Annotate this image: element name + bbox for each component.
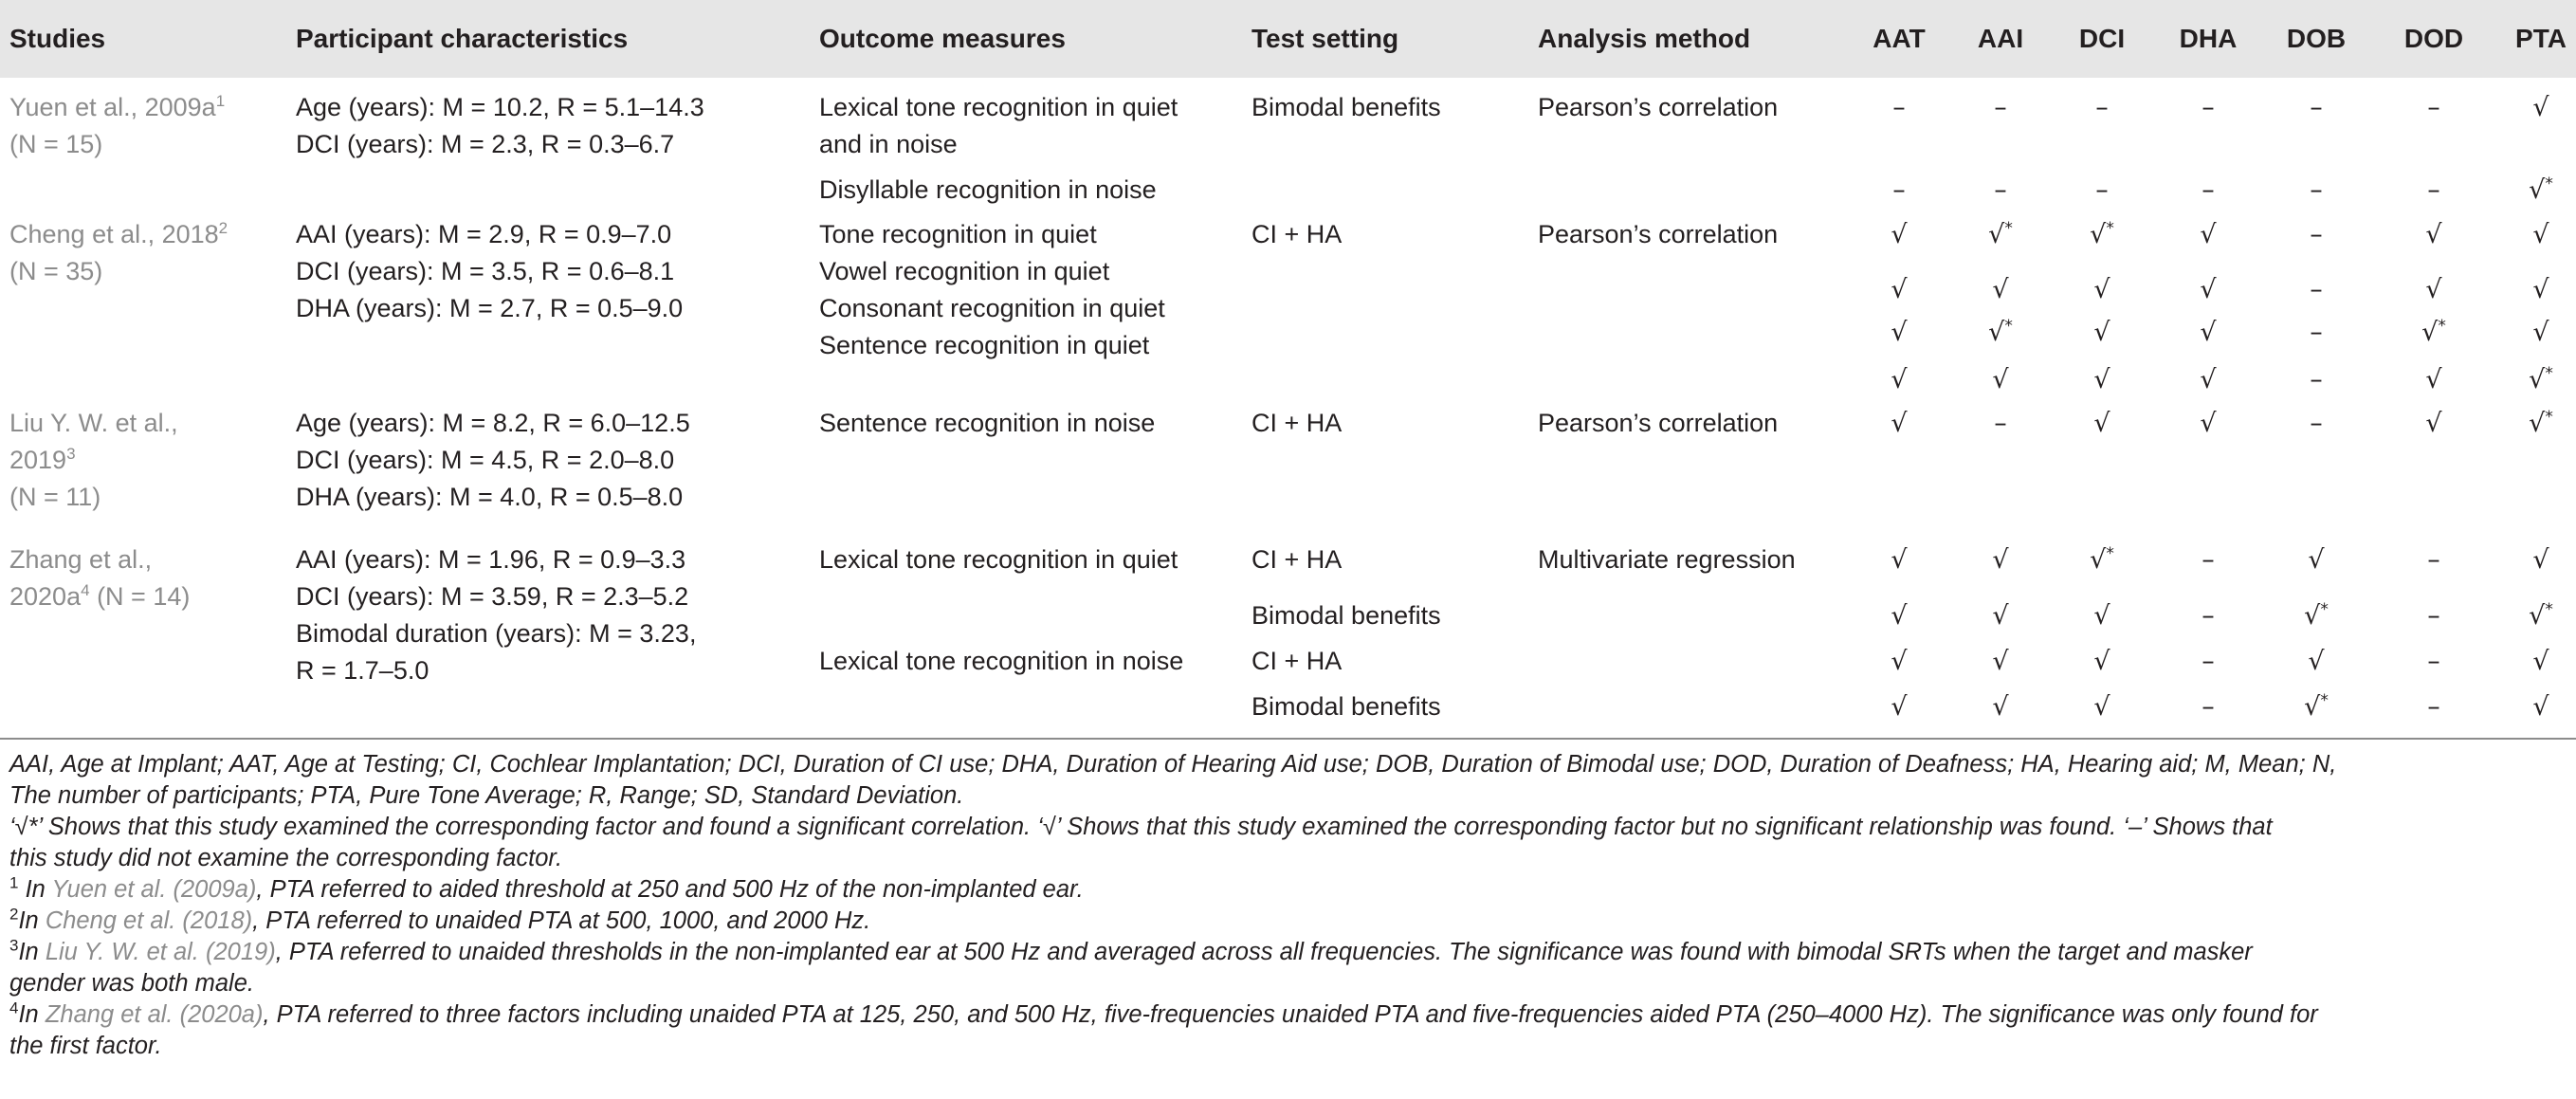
mark-dha-row-11: – bbox=[2201, 692, 2215, 722]
outcome-1b: and in noise bbox=[819, 130, 958, 158]
chars-liu-2: DCI (years): M = 4.5, R = 2.0–8.0 bbox=[296, 446, 675, 474]
chars-cheng-3: DHA (years): M = 2.7, R = 0.5–9.0 bbox=[296, 294, 684, 322]
chars-liu-1: Age (years): M = 8.2, R = 6.0–12.5 bbox=[296, 409, 690, 437]
mark-dha-row-3: √ bbox=[2200, 220, 2217, 249]
footnote-abbrev-1: AAI, Age at Implant; AAT, Age at Testing; CI, Cochlear Implantation; DCI, Duration of CI use; DHA, Duration of Hearing Aid use; DOB, Duration of Bimodal use; DOD, Duration of Deafness; HA, Hearing aid; M, Mean; N, bbox=[9, 751, 2337, 778]
mark-dci-row-1: – bbox=[2095, 93, 2109, 122]
footnote-abbrev-2: The number of participants; PTA, Pure Tone Average; R, Range; SD, Standard Deviation. bbox=[9, 782, 964, 809]
mark-dha-row-2: – bbox=[2201, 175, 2215, 205]
header-pta: PTA bbox=[2515, 24, 2567, 53]
mark-pta-row-6: √* bbox=[2529, 364, 2553, 394]
method-1: Pearson’s correlation bbox=[1538, 93, 1779, 121]
mark-aat-row-11: √ bbox=[1891, 692, 1908, 722]
mark-dod-row-1: – bbox=[2427, 93, 2440, 122]
mark-aat-row-8: √ bbox=[1891, 545, 1908, 575]
mark-dob-row-3: – bbox=[2310, 220, 2323, 249]
mark-dci-row-7: √ bbox=[2093, 409, 2110, 438]
header-dod: DOD bbox=[2403, 24, 2464, 53]
table-bottom-rule bbox=[0, 738, 2576, 740]
mark-pta-row-3: √ bbox=[2532, 220, 2549, 249]
mark-aat-row-5: √ bbox=[1891, 318, 1908, 347]
header-participant-characteristics: Participant characteristics bbox=[296, 24, 629, 53]
mark-pta-row-5: √ bbox=[2532, 318, 2549, 347]
mark-aat-row-4: √ bbox=[1891, 275, 1908, 304]
chars-yuen-1: Age (years): M = 10.2, R = 5.1–14.3 bbox=[296, 93, 704, 121]
mark-aat-row-1: – bbox=[1892, 93, 1906, 122]
mark-pta-row-2: √* bbox=[2529, 174, 2553, 205]
mark-pta-row-9: √* bbox=[2529, 600, 2553, 631]
mark-aai-row-5: √* bbox=[1988, 317, 2013, 347]
header-test-setting: Test setting bbox=[1251, 24, 1399, 53]
outcome-1: Lexical tone recognition in quiet bbox=[819, 93, 1178, 121]
footnote-4: $^4$In Zhang et al. (2020a), PTA referred to three factors including unaided PTA at 125, 250, and 500 Hz, five-frequencies unaided PTA and five-frequencies aided PTA (250–4000 Hz). The significance was only found for bbox=[9, 998, 2318, 1028]
mark-dha-row-5: √ bbox=[2200, 318, 2217, 347]
setting-2: CI + HA bbox=[1251, 220, 1343, 248]
mark-dha-row-8: – bbox=[2201, 545, 2215, 575]
mark-aai-row-3: √* bbox=[1988, 219, 2013, 249]
mark-aai-row-6: √ bbox=[1992, 365, 2009, 394]
mark-dob-row-6: – bbox=[2310, 365, 2323, 394]
setting-4: CI + HA bbox=[1251, 545, 1343, 574]
setting-3: CI + HA bbox=[1251, 409, 1343, 437]
study-yuen-n: (N = 15) bbox=[9, 130, 103, 158]
mark-dod-row-8: – bbox=[2427, 545, 2440, 575]
mark-dob-row-2: – bbox=[2310, 175, 2323, 205]
method-4: Multivariate regression bbox=[1538, 545, 1796, 574]
chars-cheng-1: AAI (years): M = 2.9, R = 0.9–7.0 bbox=[296, 220, 672, 248]
mark-aat-row-6: √ bbox=[1891, 365, 1908, 394]
footnote-3: $^3$In Liu Y. W. et al. (2019), PTA referred to unaided thresholds in the non-implanted ear at 500 Hz and averaged across all frequencies. The significance was found with bimodal SRTs when the target and masker bbox=[9, 936, 2253, 965]
mark-aai-row-9: √ bbox=[1992, 601, 2009, 631]
footnote-2: $^2$In Cheng et al. (2018), PTA referred to unaided PTA at 500, 1000, and 2000 Hz. bbox=[9, 905, 871, 934]
study-cheng: Cheng et al., 2018$^2$ bbox=[9, 219, 228, 248]
header-outcome-measures: Outcome measures bbox=[819, 24, 1066, 53]
chars-liu-3: DHA (years): M = 4.0, R = 0.5–8.0 bbox=[296, 483, 684, 511]
mark-pta-row-10: √ bbox=[2532, 647, 2549, 676]
mark-dob-row-8: √ bbox=[2308, 545, 2325, 575]
mark-dod-row-2: – bbox=[2427, 175, 2440, 205]
method-2: Pearson’s correlation bbox=[1538, 220, 1779, 248]
chars-zhang-3: Bimodal duration (years): M = 3.23, bbox=[296, 619, 697, 648]
mark-aat-row-3: √ bbox=[1891, 220, 1908, 249]
footnote-legend-2: this study did not examine the corresponding factor. bbox=[9, 845, 563, 871]
outcome-9: Lexical tone recognition in noise bbox=[819, 647, 1184, 675]
outcome-5: Consonant recognition in quiet bbox=[819, 294, 1165, 322]
mark-aat-row-9: √ bbox=[1891, 601, 1908, 631]
outcome-3: Tone recognition in quiet bbox=[819, 220, 1097, 248]
mark-pta-row-11: √ bbox=[2532, 692, 2549, 722]
header-analysis-method: Analysis method bbox=[1538, 24, 1751, 53]
mark-dci-row-10: √ bbox=[2093, 647, 2110, 676]
setting-7: Bimodal benefits bbox=[1251, 692, 1441, 721]
mark-dod-row-5: √* bbox=[2421, 317, 2446, 347]
outcome-2: Disyllable recognition in noise bbox=[819, 175, 1157, 204]
mark-aai-row-2: – bbox=[1994, 175, 2007, 205]
header-dci: DCI bbox=[2078, 24, 2126, 53]
study-zhang: Zhang et al., bbox=[9, 545, 153, 574]
mark-pta-row-8: √ bbox=[2532, 545, 2549, 575]
mark-dod-row-3: √ bbox=[2425, 220, 2442, 249]
mark-dod-row-11: – bbox=[2427, 692, 2440, 722]
mark-aai-row-4: √ bbox=[1992, 275, 2009, 304]
mark-dod-row-9: – bbox=[2427, 601, 2440, 631]
mark-aai-row-10: √ bbox=[1992, 647, 2009, 676]
mark-dod-row-10: – bbox=[2427, 647, 2440, 676]
mark-dob-row-7: – bbox=[2310, 409, 2323, 438]
mark-aai-row-7: – bbox=[1994, 409, 2007, 438]
study-liu-n: (N = 11) bbox=[9, 483, 101, 511]
method-3: Pearson’s correlation bbox=[1538, 409, 1779, 437]
mark-aai-row-8: √ bbox=[1992, 545, 2009, 575]
mark-dha-row-4: √ bbox=[2200, 275, 2217, 304]
outcome-7: Sentence recognition in noise bbox=[819, 409, 1156, 437]
mark-aat-row-7: √ bbox=[1891, 409, 1908, 438]
mark-dha-row-1: – bbox=[2201, 93, 2215, 122]
mark-dci-row-4: √ bbox=[2093, 275, 2110, 304]
outcome-8: Lexical tone recognition in quiet bbox=[819, 545, 1178, 574]
mark-dci-row-3: √* bbox=[2090, 219, 2114, 249]
mark-pta-row-4: √ bbox=[2532, 275, 2549, 304]
mark-dha-row-7: √ bbox=[2200, 409, 2217, 438]
header-dob: DOB bbox=[2286, 24, 2347, 53]
mark-dci-row-2: – bbox=[2095, 175, 2109, 205]
mark-dob-row-10: √ bbox=[2308, 647, 2325, 676]
footnote-3-line2: gender was both male. bbox=[9, 970, 254, 997]
mark-dob-row-11: √* bbox=[2304, 691, 2329, 722]
mark-aat-row-2: – bbox=[1892, 175, 1906, 205]
mark-dha-row-10: – bbox=[2201, 647, 2215, 676]
study-liu: Liu Y. W. et al., bbox=[9, 409, 178, 437]
mark-dod-row-6: √ bbox=[2425, 365, 2442, 394]
setting-5: Bimodal benefits bbox=[1251, 601, 1441, 630]
mark-dci-row-6: √ bbox=[2093, 365, 2110, 394]
mark-aai-row-11: √ bbox=[1992, 692, 2009, 722]
mark-dob-row-9: √* bbox=[2304, 600, 2329, 631]
chars-cheng-2: DCI (years): M = 3.5, R = 0.6–8.1 bbox=[296, 257, 675, 285]
header-dha: DHA bbox=[2179, 24, 2238, 53]
header-studies: Studies bbox=[9, 24, 106, 53]
header-aai: AAI bbox=[1977, 24, 2024, 53]
chars-zhang-1: AAI (years): M = 1.96, R = 0.9–3.3 bbox=[296, 545, 686, 574]
mark-dha-row-9: – bbox=[2201, 601, 2215, 631]
study-cheng-n: (N = 35) bbox=[9, 257, 103, 285]
setting-1: Bimodal benefits bbox=[1251, 93, 1441, 121]
footnote-4-line2: the first factor. bbox=[9, 1033, 162, 1059]
footnote-legend-1: ‘√*’ Shows that this study examined the corresponding factor and found a significant correlation. ‘√’ Shows that this study examined the corresponding factor but no significant relationship was found. ‘–’ Shows that bbox=[9, 814, 2273, 840]
footnote-1: $^1$ In Yuen et al. (2009a), PTA referred to aided threshold at 250 and 500 Hz of the non-implanted ear. bbox=[9, 873, 1084, 903]
mark-pta-row-7: √* bbox=[2529, 408, 2553, 438]
mark-dob-row-1: – bbox=[2310, 93, 2323, 122]
chars-zhang-4: R = 1.7–5.0 bbox=[296, 656, 429, 685]
study-zhang-year: $2020a^4$ (N = 14) bbox=[9, 581, 191, 611]
header-aat: AAT bbox=[1873, 24, 1926, 53]
study-yuen: Yuen et al., $2009a^1$ bbox=[9, 92, 226, 121]
mark-dci-row-8: √* bbox=[2090, 544, 2114, 575]
mark-dob-row-5: – bbox=[2310, 318, 2323, 347]
mark-aai-row-1: – bbox=[1994, 93, 2007, 122]
mark-aat-row-10: √ bbox=[1891, 647, 1908, 676]
outcome-6: Sentence recognition in quiet bbox=[819, 331, 1150, 359]
mark-dci-row-5: √ bbox=[2093, 318, 2110, 347]
chars-zhang-2: DCI (years): M = 3.59, R = 2.3–5.2 bbox=[296, 582, 689, 611]
mark-dod-row-7: √ bbox=[2425, 409, 2442, 438]
study-liu-year: 2019$^3$ bbox=[9, 445, 76, 474]
chars-yuen-2: DCI (years): M = 2.3, R = 0.3–6.7 bbox=[296, 130, 675, 158]
mark-dci-row-9: √ bbox=[2093, 601, 2110, 631]
mark-dob-row-4: – bbox=[2310, 275, 2323, 304]
mark-dod-row-4: √ bbox=[2425, 275, 2442, 304]
mark-dci-row-11: √ bbox=[2093, 692, 2110, 722]
setting-6: CI + HA bbox=[1251, 647, 1343, 675]
outcome-4: Vowel recognition in quiet bbox=[819, 257, 1110, 285]
mark-dha-row-6: √ bbox=[2200, 365, 2217, 394]
mark-pta-row-1: √ bbox=[2532, 93, 2549, 122]
